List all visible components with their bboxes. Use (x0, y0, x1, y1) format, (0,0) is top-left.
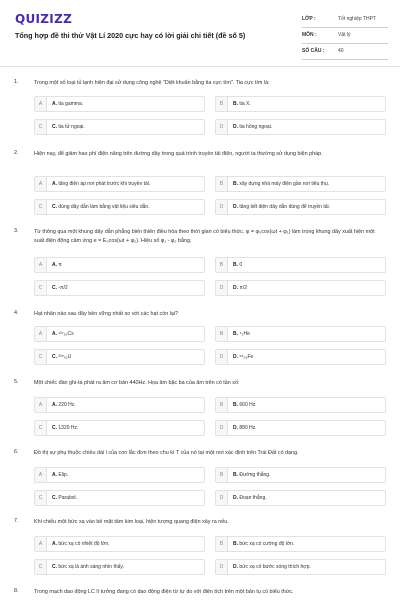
meta-class-value: Tốt nghiệp THPT (338, 16, 376, 22)
option-d[interactable]: D D. 880 Hz. (215, 420, 386, 436)
option-text: 220 Hz. (58, 402, 76, 408)
option-a[interactable]: A A. 220 Hz. (34, 397, 205, 413)
option-c[interactable]: C C. bức xạ là ánh sáng nhìn thấy. (34, 559, 205, 575)
option-text: Elip. (58, 472, 69, 478)
option-text: 880 Hz. (239, 425, 257, 431)
option-letter: D (216, 491, 228, 505)
question-number: 2. (14, 150, 19, 156)
question-text: Trong một số loại tủ lạnh hiện đại sử dụng công nghệ "Diệt khuẩn bằng tia cực tím". Tia cực tím là: (34, 80, 270, 86)
worksheet-header (0, 0, 400, 66)
option-text: tăng điện áp nơi phát trước khi truyền tải. (58, 181, 151, 187)
option-text: ⁵⁶₂₆Fe (239, 354, 254, 360)
option-letter: B (216, 258, 228, 272)
option-text: Parabol. (58, 495, 78, 501)
option-text: Đoạn thẳng. (239, 495, 267, 501)
option-text: tia tử ngoại. (58, 124, 85, 130)
option-text: bức xạ là ánh sáng nhìn thấy. (58, 564, 124, 570)
option-text: dùng dây dẫn làm bằng vật liệu siêu dẫn. (58, 204, 150, 210)
option-a[interactable]: A A. Elip. (34, 467, 205, 483)
option-text: 660 Hz. (239, 402, 257, 408)
option-c[interactable]: C C. 1320 Hz. (34, 420, 205, 436)
option-letter: B (216, 177, 228, 191)
question-number: 4. (14, 310, 19, 316)
option-b[interactable]: B B. xây dựng nhà máy điện gần nơi tiêu thụ. (215, 176, 386, 192)
option-letter: A (35, 177, 47, 191)
meta-class-label: LỚP : (302, 16, 316, 22)
question-text: Trong mạch dao động LC lí tưởng đang có dao động điện từ tự do với điện tích trên một bản tụ có biểu thức. (34, 589, 294, 595)
meta-count-value: 40 (338, 48, 344, 54)
option-letter: C (35, 560, 47, 574)
option-letter: B (216, 327, 228, 341)
option-text: tăng tiết diện dây dẫn dùng để truyền tải. (239, 204, 331, 210)
option-letter: A (35, 327, 47, 341)
question-text: Đồ thị sự phụ thuộc chiều dài l của con lắc đơn theo chu kì T của nó tại một nơi xác định trên Trái Đất có dạng. (34, 450, 299, 456)
question-text: Từ thông qua một khung dây dẫn phẳng biến thiên điều hòa theo thời gian có biểu thức. φ = φ₀cos(ωt + φ₁) làm trong khung dây xuất hiện một suất điện động cảm ứng e = E₀cos(ωt + φ₂). Hiệu số φ₁ - φ₂ bằng. (34, 229, 375, 244)
option-letter: C (35, 120, 47, 134)
option-text: 1320 Hz. (58, 425, 79, 431)
option-text: ²³⁵₉₂U (58, 354, 72, 360)
question-text: Hạt nhân nào sau đây bền vững nhất so với các hạt còn lại? (34, 311, 179, 317)
option-text: π (58, 262, 62, 268)
option-text: xây dựng nhà máy điện gần nơi tiêu thụ. (239, 181, 330, 187)
option-letter: A (35, 537, 47, 551)
option-d[interactable]: D D. tăng tiết diện dây dẫn dùng để truyền tải. (215, 199, 386, 215)
option-c[interactable]: C C. tia tử ngoại. (34, 119, 205, 135)
question-number: 7. (14, 518, 19, 524)
option-letter: A (35, 398, 47, 412)
option-letter: A (35, 97, 47, 111)
option-letter: D (216, 200, 228, 214)
option-c[interactable]: C C. -π/2 (34, 280, 205, 296)
option-text: bức xạ có bước sóng thích hợp. (239, 564, 311, 570)
worksheet-meta (302, 12, 388, 60)
option-letter: C (35, 350, 47, 364)
meta-subject-label: MÔN : (302, 32, 317, 38)
question-text: Hiện nay, để giảm hao phí điện năng trên đường dây trong quá trình truyền tải điện, người ta thường sử dụng biện pháp. (34, 151, 323, 157)
question-text: Một chiếc đàn ghi-ta phát ra âm cơ bản 440Hz. Họa âm bậc ba của âm trên có tần số: (34, 380, 240, 386)
option-b[interactable]: B B. tia X. (215, 96, 386, 112)
option-text: 0 (239, 262, 243, 268)
option-c[interactable]: C C. Parabol. (34, 490, 205, 506)
header-divider (0, 66, 400, 67)
option-b[interactable]: B B. ⁴₂He (215, 326, 386, 342)
option-text: tia X. (239, 101, 251, 107)
option-b[interactable]: B B. 0 (215, 257, 386, 273)
question-number: 6. (14, 449, 19, 455)
option-c[interactable]: C C. ²³⁵₉₂U (34, 349, 205, 365)
option-letter: B (216, 468, 228, 482)
option-text: ¹³⁷₅₅Cs (58, 331, 74, 337)
option-b[interactable]: B B. 660 Hz. (215, 397, 386, 413)
option-letter: D (216, 120, 228, 134)
option-d[interactable]: D D. ⁵⁶₂₆Fe (215, 349, 386, 365)
option-text: tia hồng ngoại. (239, 124, 273, 130)
option-letter: D (216, 421, 228, 435)
option-a[interactable]: A A. π (34, 257, 205, 273)
quizizz-logo: QUIZIZZ (15, 12, 73, 26)
meta-class-row (302, 12, 388, 28)
option-a[interactable]: A A. bức xạ có nhiệt độ lớn. (34, 536, 205, 552)
option-text: bức xạ có nhiệt độ lớn. (58, 541, 110, 547)
option-letter: C (35, 200, 47, 214)
option-a[interactable]: A A. ¹³⁷₅₅Cs (34, 326, 205, 342)
option-a[interactable]: A A. tăng điện áp nơi phát trước khi truyền tải. (34, 176, 205, 192)
question-number: 3. (14, 228, 19, 234)
option-d[interactable]: D D. bức xạ có bước sóng thích hợp. (215, 559, 386, 575)
option-text: tia gamma. (58, 101, 84, 107)
option-d[interactable]: D D. Đoạn thẳng. (215, 490, 386, 506)
option-letter: D (216, 281, 228, 295)
question-number: 5. (14, 379, 19, 385)
option-letter: B (216, 537, 228, 551)
option-text: π/2 (239, 285, 248, 291)
option-text: -π/2 (58, 285, 68, 291)
meta-count-label: SỐ CÂU : (302, 48, 325, 54)
option-letter: A (35, 258, 47, 272)
option-letter: C (35, 421, 47, 435)
question-number: 1. (14, 79, 19, 85)
option-b[interactable]: B B. Đường thẳng. (215, 467, 386, 483)
option-letter: C (35, 281, 47, 295)
option-letter: D (216, 350, 228, 364)
option-a[interactable]: A A. tia gamma. (34, 96, 205, 112)
meta-count-row (302, 44, 388, 60)
option-b[interactable]: B B. bức xạ có cường độ lớn. (215, 536, 386, 552)
option-d[interactable]: D D. tia hồng ngoại. (215, 119, 386, 135)
option-text: bức xạ có cường độ lớn. (239, 541, 295, 547)
option-text: Đường thẳng. (239, 472, 271, 478)
option-d[interactable]: D D. π/2 (215, 280, 386, 296)
meta-subject-value: Vật lý (338, 32, 351, 38)
option-letter: D (216, 560, 228, 574)
option-c[interactable]: C C. dùng dây dẫn làm bằng vật liệu siêu dẫn. (34, 199, 205, 215)
question-text: Khi chiếu một bức xạ vào bề mặt tấm kim loại, hiện tượng quang điện xảy ra nếu. (34, 519, 229, 525)
worksheet-title: Tổng hợp đề thi thử Vật Lí 2020 cực hay có lời giải chi tiết (đề số 5) (15, 31, 246, 40)
question-number: 8. (14, 588, 19, 594)
option-letter: B (216, 398, 228, 412)
option-letter: C (35, 491, 47, 505)
option-text: ⁴₂He (239, 331, 250, 337)
option-letter: A (35, 468, 47, 482)
meta-subject-row (302, 28, 388, 44)
option-letter: B (216, 97, 228, 111)
